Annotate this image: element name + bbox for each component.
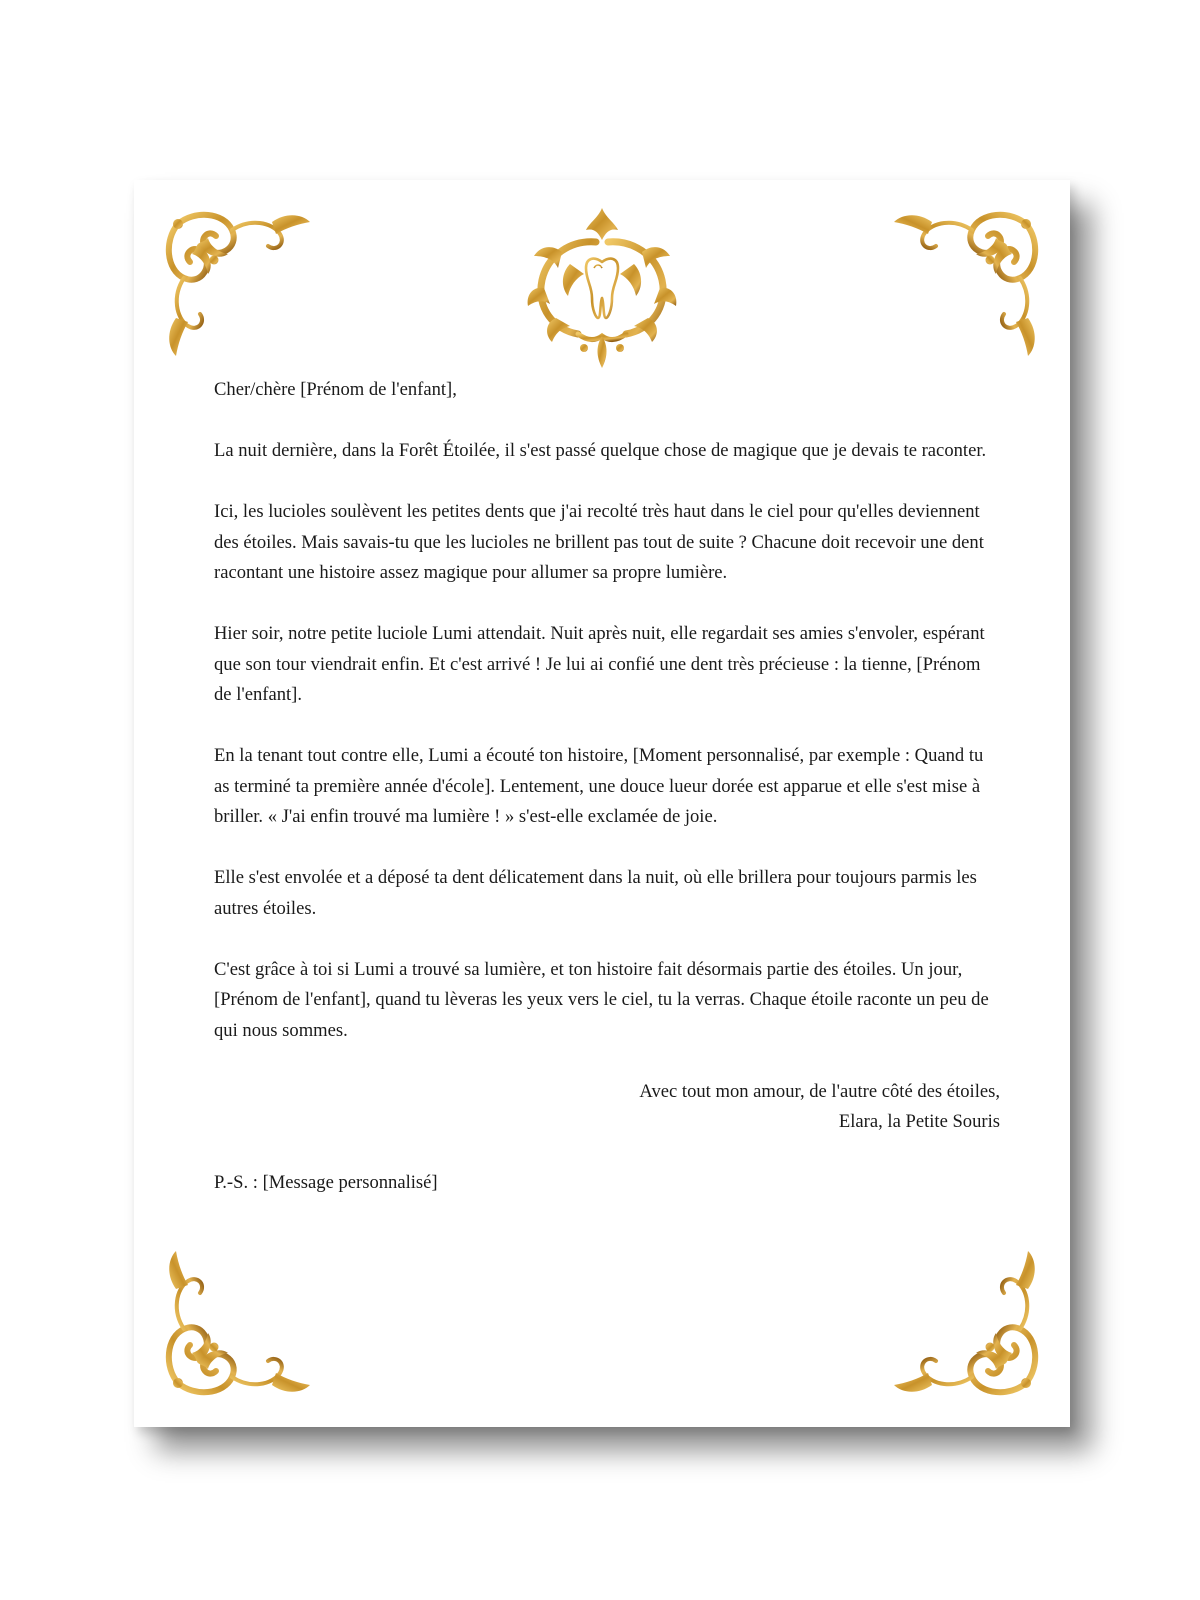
- tooth-crest-icon: [522, 206, 682, 371]
- letter-paragraph: C'est grâce à toi si Lumi a trouvé sa lumière, et ton histoire fait désormais partie des étoiles. Un jour, [Prénom de l'enfant], quand tu lèveras les yeux vers le ciel, tu la verras. Chaque étoile raconte un peu de qui nous sommes.: [214, 958, 989, 1041]
- letter-paragraph: Hier soir, notre petite luciole Lumi attendait. Nuit après nuit, elle regardait ses amies s'envoler, espérant que son tour viendrait enfin. Et c'est arrivé ! Je lui ai confié une dent très précieuse : la tienne, [Prénom de l'enfant].: [214, 623, 985, 705]
- letter-body: [214, 375, 1000, 1229]
- letter-paragraph: Elle s'est envolée et a déposé ta dent délicatement dans la nuit, où elle brillera pour toujours parmis les autres étoiles.: [214, 867, 977, 919]
- letter-paragraph: La nuit dernière, dans la Forêt Étoilée, il s'est passé quelque chose de magique que je devais te raconter.: [214, 440, 987, 461]
- letter-sheet: [134, 180, 1070, 1427]
- letter-closing: Avec tout mon amour, de l'autre côté des étoiles,: [639, 1080, 1000, 1102]
- letter-paragraph: Ici, les lucioles soulèvent les petites dents que j'ai recolté très haut dans le ciel pour qu'elles deviennent des étoiles. Mais savais-tu que les lucioles ne brillent pas tout de suite ? Chacune doit recevoir une dent racontant une histoire assez magique pour allumer sa propre lumière.: [214, 501, 984, 583]
- letter-postscript: P.-S. : [Message personnalisé]: [214, 1172, 438, 1193]
- letter-signature: Elara, la Petite Souris: [838, 1111, 1000, 1132]
- letter-greeting: Cher/chère [Prénom de l'enfant],: [214, 379, 457, 400]
- signature-block: [214, 1077, 1000, 1138]
- letter-paragraph: En la tenant tout contre elle, Lumi a écouté ton histoire, [Moment personnalisé, par exemple : Quand tu as terminé ta première année d'école]. Lentement, une douce lueur dorée est apparue et elle s'est mise à briller. « J'ai enfin trouvé ma lumière ! » s'est-elle exclamée de joie.: [214, 745, 984, 827]
